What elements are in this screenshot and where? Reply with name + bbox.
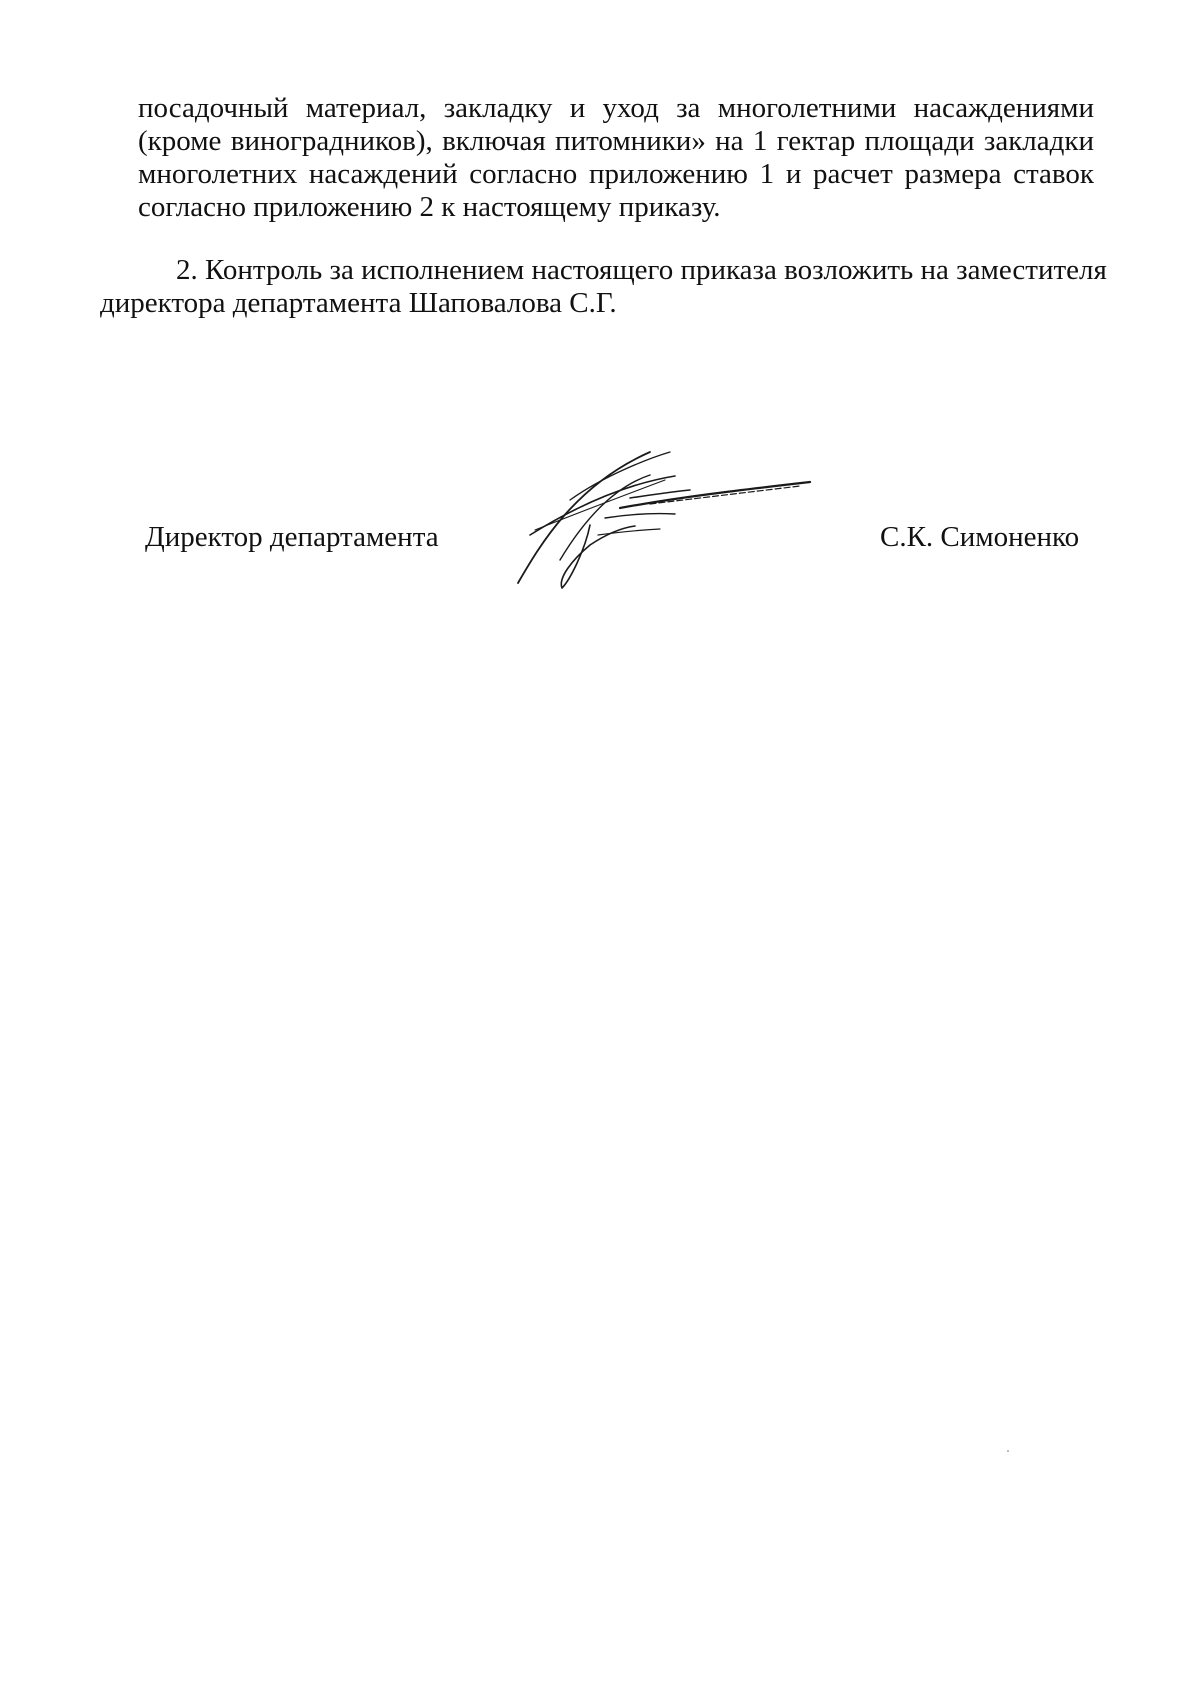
text-line: посадочный материал, закладку и уход за многолетними насаждениями bbox=[138, 92, 1094, 124]
text-line: (кроме виноградников), включая питомники» на 1 гектар площади закладки bbox=[138, 125, 1094, 157]
text-line: директора департамента Шаповалова С.Г. bbox=[100, 287, 617, 319]
text-line: 2. Контроль за исполнением настоящего приказа возложить на заместителя bbox=[176, 254, 1107, 286]
signatory-name: С.К. Симоненко bbox=[880, 521, 1080, 553]
text-line: многолетних насаждений согласно приложению 1 и расчет размера ставок bbox=[138, 158, 1094, 190]
handwritten-signature bbox=[510, 440, 830, 600]
paragraph-planting-material bbox=[138, 92, 1094, 224]
signatory-title: Директор департамента bbox=[145, 521, 439, 553]
scan-speck bbox=[1007, 1450, 1009, 1452]
paragraph-control-clause bbox=[100, 254, 1107, 320]
text-line: согласно приложению 2 к настоящему приказу. bbox=[138, 191, 721, 223]
